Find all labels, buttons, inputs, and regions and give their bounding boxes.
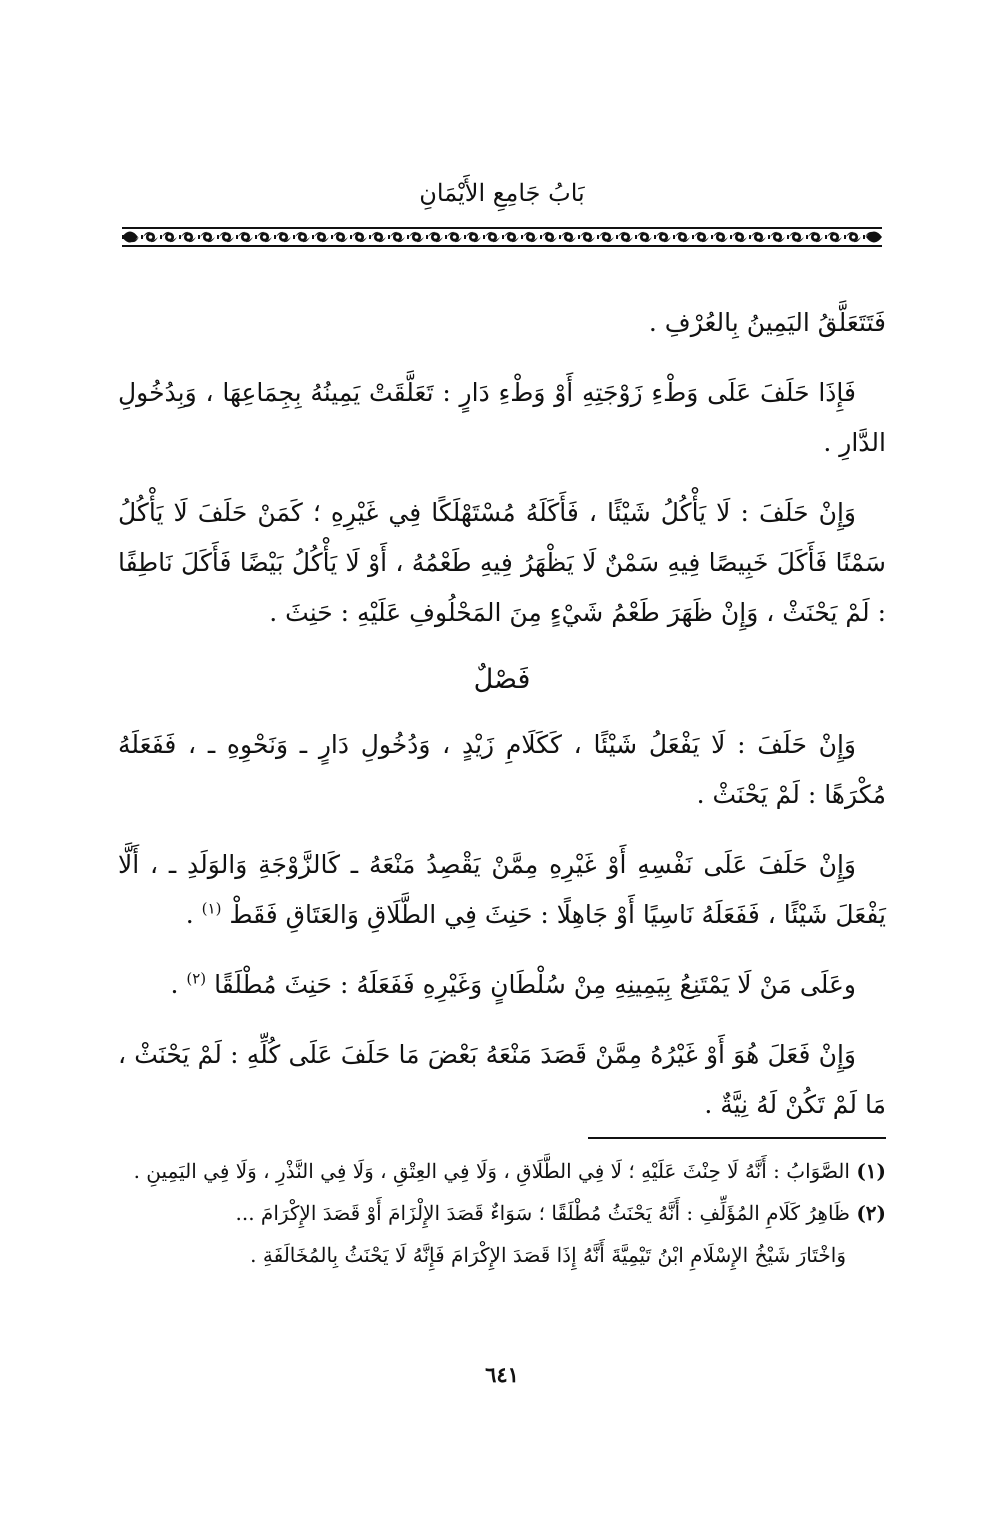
- footnote-1: [118, 1152, 886, 1190]
- paragraph-4: وَإِنْ حَلَفَ : لَا يَفْعَلُ شَيْئًا ، كَكَلَامِ زَيْدٍ ، وَدُخُولِ دَارٍ ـ وَنَحْوِهِ ـ ، فَفَعَلَهُ مُكْرَهًا : لَمْ يَحْنَثْ .: [118, 730, 886, 809]
- footnotes: [118, 1152, 886, 1278]
- paragraph-6-end: .: [170, 970, 187, 999]
- footnote-2-continuation: وَاخْتَارَ شَيْخُ الإِسْلَامِ ابْنُ تَيْمِيَّةَ أَنَّهُ إِذَا قَصَدَ الإِكْرَامَ فَإِنَّهُ لَا يَحْنَثُ بِالمُخَالَفَةِ .: [250, 1243, 846, 1267]
- paragraph-7: وَإِنْ فَعَلَ هُوَ أَوْ غَيْرُهُ مِمَّنْ قَصَدَ مَنْعَهُ بَعْضَ مَا حَلَفَ عَلَى كُلِّهِ : لَمْ يَحْنَثْ ، مَا لَمْ تَكُنْ لَهُ نِيَّةٌ .: [118, 1040, 886, 1119]
- footnote-2: [118, 1194, 886, 1232]
- section-heading: فَصْلٌ: [473, 664, 531, 695]
- footnote-1-text: الصَّوَابُ : أَنَّهُ لَا حِنْثَ عَلَيْهِ ؛ لَا فِي الطَّلَاقِ ، وَلَا فِي العِتْقِ ، وَلَا فِي النَّذْرِ ، وَلَا فِي اليَمِينِ .: [133, 1159, 850, 1183]
- paragraph-6: [118, 960, 886, 1010]
- footnote-reference-2[interactable]: (٢): [186, 969, 207, 988]
- footnote-2-number: (٢): [856, 1201, 886, 1225]
- ornamental-border-icon: [122, 224, 882, 250]
- paragraph-1: فَتَتَعَلَّقُ اليَمِينُ بِالعُرْفِ .: [648, 308, 886, 337]
- paragraph-3: وَإِنْ حَلَفَ : لَا يَأْكُلُ شَيْئًا ، فَأَكَلَهُ مُسْتَهْلَكًا فِي غَيْرِهِ ؛ كَمَنْ حَلَفَ لَا يَأْكُلُ سَمْنًا فَأَكَلَ خَبِيصًا فِيهِ سَمْنٌ لَا يَظْهَرُ فِيهِ طَعْمُهُ ، أَوْ لَا يَأْكُلُ بَيْضًا فَأَكَلَ نَاطِفًا : لَمْ يَحْنَثْ ، وَإِنْ ظَهَرَ طَعْمُ شَيْءٍ مِنَ المَحْلُوفِ عَلَيْهِ : حَنِثَ .: [118, 498, 886, 627]
- paragraph-6-text: وعَلَى مَنْ لَا يَمْتَنِعُ بِيَمِينِهِ مِنْ سُلْطَانٍ وَغَيْرِهِ فَفَعَلَهُ : حَنِثَ مُطْلَقًا: [214, 970, 856, 999]
- paragraph-5: [118, 840, 886, 940]
- page-number: ٦٤١: [485, 1362, 519, 1387]
- paragraph-5-end: .: [185, 900, 202, 929]
- footnote-1-number: (١): [856, 1159, 886, 1183]
- footnote-reference-1[interactable]: (١): [201, 899, 222, 918]
- footnote-2-text: ظَاهِرُ كَلَامِ المُؤَلِّفِ : أَنَّهُ يَحْنَثُ مُطْلَقًا ؛ سَوَاءٌ قَصَدَ الإِلْزَامَ أَوْ قَصَدَ الإِكْرَامَ ...: [235, 1201, 850, 1225]
- footnote-separator: [588, 1137, 886, 1139]
- main-text: [118, 298, 886, 1150]
- paragraph-5-text: وَإِنْ حَلَفَ عَلَى نَفْسِهِ أَوْ غَيْرِهِ مِمَّنْ يَقْصِدُ مَنْعَهُ ـ كَالزَّوْجَةِ وَالوَلَدِ ـ ، أَلَّا يَفْعَلَ شَيْئًا ، فَفَعَلَهُ نَاسِيًا أَوْ جَاهِلًا : حَنِثَ فِي الطَّلَاقِ وَالعَتَاقِ فَقَطْ: [118, 850, 886, 929]
- chapter-title: بَابُ جَامِعِ الأَيْمَانِ: [419, 179, 585, 207]
- paragraph-2: فَإِذَا حَلَفَ عَلَى وَطْءِ زَوْجَتِهِ أَوْ وَطْءِ دَارٍ : تَعَلَّقَتْ يَمِينُهُ بِجِمَاعِهَا ، وَبِدُخُولِ الدَّارِ .: [118, 378, 886, 457]
